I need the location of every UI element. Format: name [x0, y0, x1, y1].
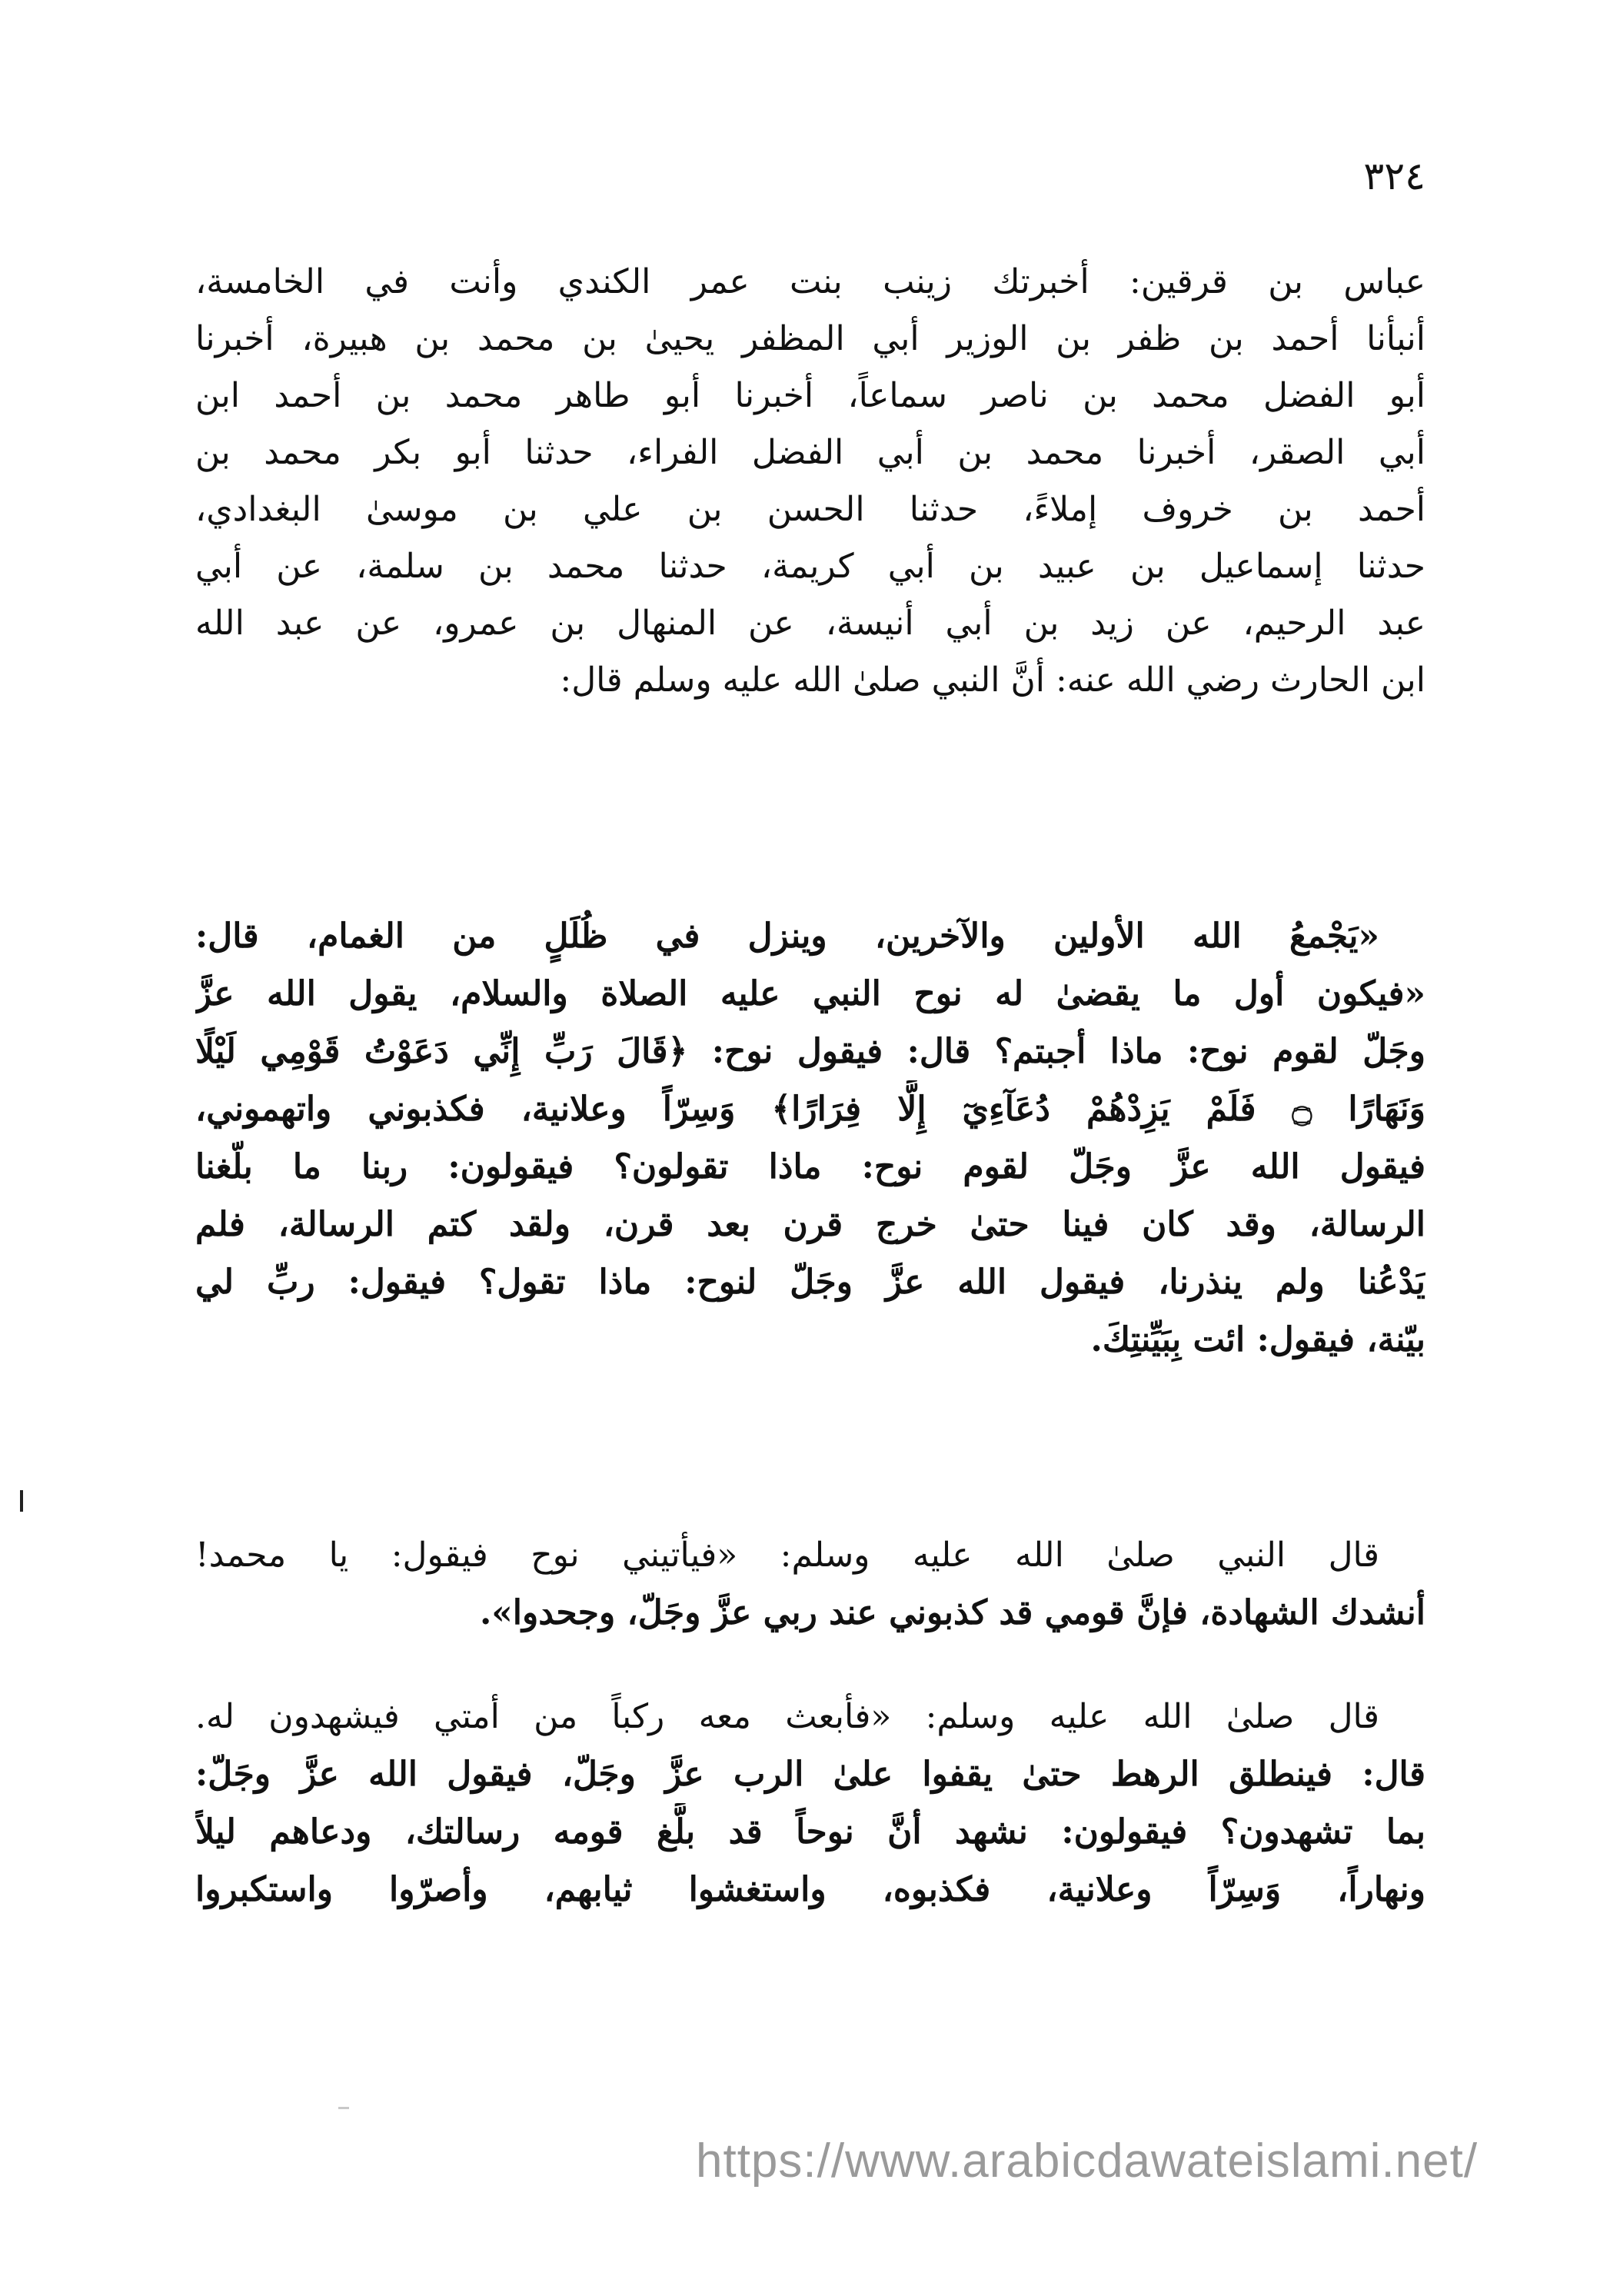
text-line: بيّنة، فيقول: ائت بِبَيِّنتِكَ. — [1090, 1320, 1425, 1359]
text-line: قال: فينطلق الرهط حتىٰ يقفوا علىٰ الرب عزَّ وجَلّ، فيقول الله عزَّ وجَلّ: — [195, 1755, 1425, 1794]
text-line: أنشدك الشهادة، فإنَّ قومي قد كذبوني عند ربي عزَّ وجَلّ، وجحدوا». — [479, 1593, 1425, 1632]
rakb-paragraph — [195, 1688, 1425, 1918]
text-line: عباس بن قرقين: أخبرتك زينب بنت عمر الكندي وأنت في الخامسة، — [195, 262, 1425, 301]
text-line: أبي الصقر، أخبرنا محمد بن أبي الفضل الفراء، حدثنا أبو بكر محمد بن — [195, 433, 1425, 472]
text-line: بما تشهدون؟ فيقولون: نشهد أنَّ نوحاً قد بلَّغ قومه رسالتك، ودعاهم ليلاً — [195, 1812, 1425, 1852]
text-line: فيقول الله عزَّ وجَلّ لقوم نوح: ماذا تقولون؟ فيقولون: ربنا ما بلّغنا — [195, 1147, 1425, 1186]
text-line: أنبأنا أحمد بن ظفر بن الوزير أبي المظفر يحيىٰ بن محمد بن هبيرة، أخبرنا — [195, 319, 1425, 358]
text-line: وَنَهَارًا ۝ فَلَمْ يَزِدْهُمْ دُعَآءِيٓ إِلَّا فِرَارًا﴾ وَسِرّاً وعلانية، فكذبوني واتهموني، — [195, 1090, 1425, 1129]
hadith-paragraph — [195, 907, 1425, 1369]
watermark-url: https://www.arabicdawateislami.net/ — [696, 2135, 1479, 2188]
text-line: يَدْعُنا ولم ينذرنا، فيقول الله عزَّ وجَلّ لنوح: ماذا تقول؟ فيقول: ربِّ لي — [195, 1263, 1425, 1302]
text-line: أحمد بن خروف إملاءً، حدثنا الحسن بن علي بن موسىٰ البغدادي، — [195, 490, 1425, 529]
margin-mark — [20, 1490, 23, 1512]
text-line: ابن الحارث رضي الله عنه: أنَّ النبي صلىٰ الله عليه وسلم قال: — [560, 661, 1425, 700]
text-line: الرسالة، وقد كان فينا حتىٰ خرج قرن بعد قرن، ولقد كتم الرسالة، فلم — [195, 1205, 1425, 1244]
text-line: قال النبي صلىٰ الله عليه وسلم: «فيأتيني نوح فيقول: يا محمد! — [195, 1536, 1379, 1575]
text-line: قال صلىٰ الله عليه وسلم: «فأبعث معه ركباً من أمتي فيشهدون له. — [195, 1697, 1379, 1736]
scan-speck — [338, 2107, 349, 2109]
nabi-paragraph — [195, 1526, 1425, 1642]
isnad-paragraph — [195, 254, 1425, 709]
text-line: «فيكون أول ما يقضىٰ له نوح النبي عليه الصلاة والسلام، يقول الله عزَّ — [195, 974, 1425, 1013]
text-line: أبو الفضل محمد بن ناصر سماعاً، أخبرنا أبو طاهر محمد بن أحمد ابن — [195, 376, 1425, 415]
text-line: «يَجْمعُ الله الأولين والآخرين، وينزل في ظُلَلٍ من الغمام، قال: — [195, 917, 1379, 956]
text-line: وجَلّ لقوم نوح: ماذا أجبتم؟ قال: فيقول نوح: ﴿قَالَ رَبِّ إِنِّي دَعَوْتُ قَوْمِي لَيْلًا — [195, 1032, 1425, 1071]
text-line: عبد الرحيم، عن زيد بن أبي أنيسة، عن المنهال بن عمرو، عن عبد الله — [195, 604, 1425, 643]
page-number: ٣٢٤ — [1363, 154, 1425, 198]
text-line: ونهاراً، وَسِرّاً وعلانية، فكذبوه، واستغشوا ثيابهم، وأصرّوا واستكبروا — [195, 1870, 1425, 1909]
text-line: حدثنا إسماعيل بن عبيد بن أبي كريمة، حدثنا محمد بن سلمة، عن أبي — [195, 547, 1425, 586]
